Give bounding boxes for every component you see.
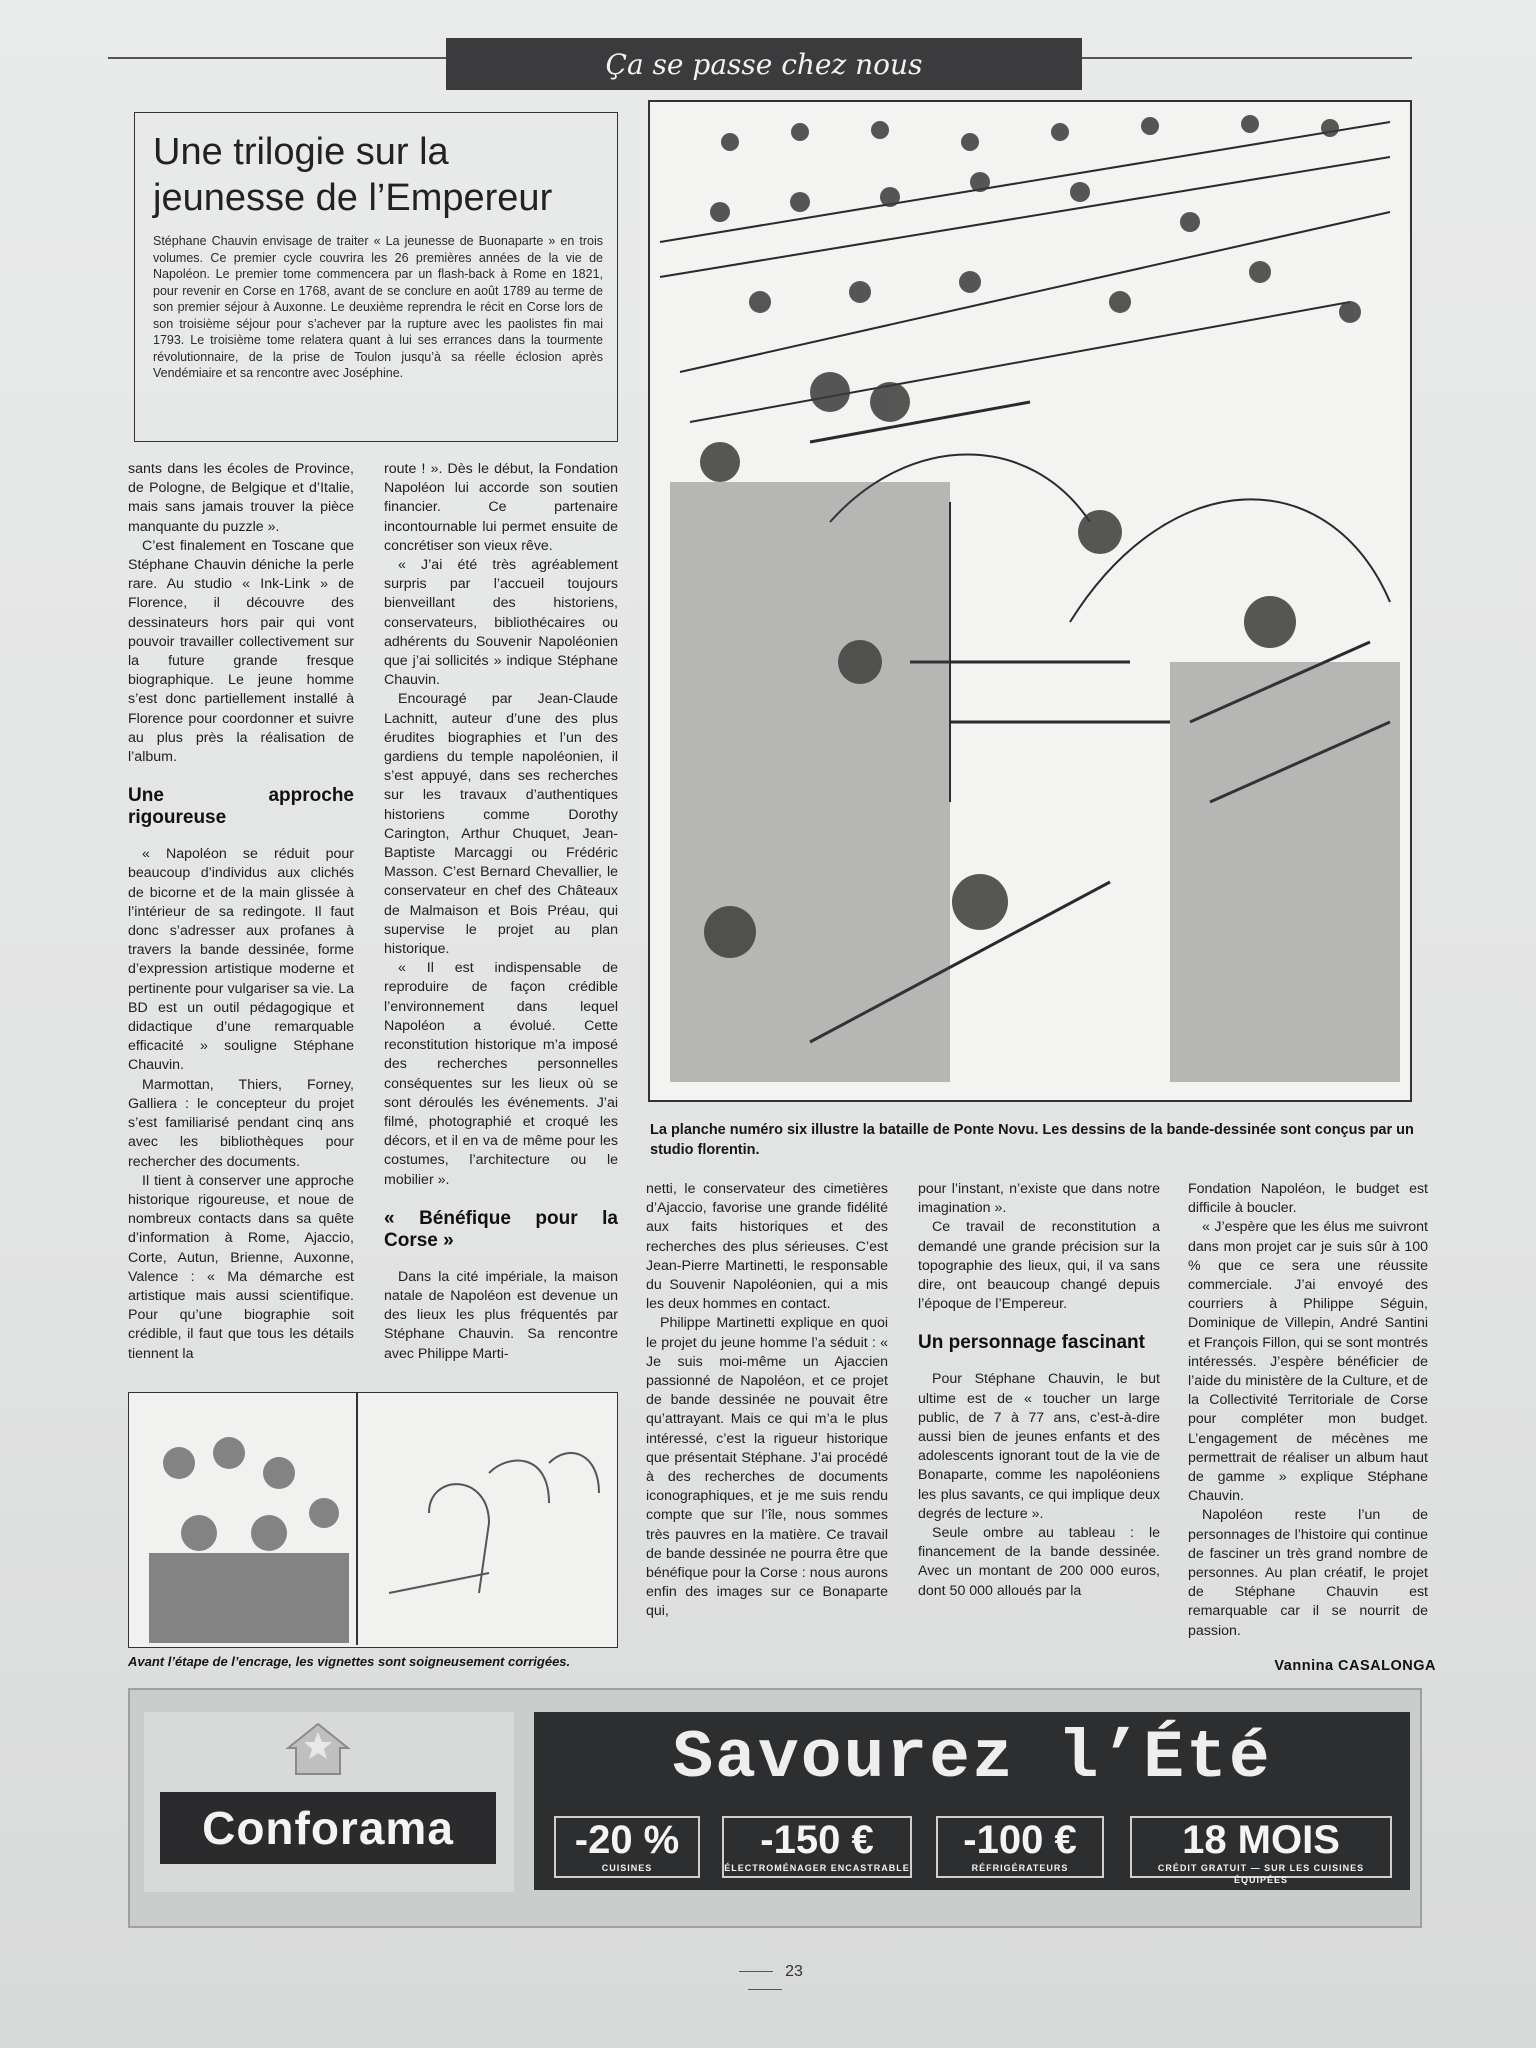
paragraph: pour l’instant, n’existe que dans notre imagination ».: [918, 1181, 1160, 1217]
ad-offer-value: 18 MOIS: [1182, 1818, 1340, 1862]
ad-offer: [554, 1816, 700, 1878]
paragraph: C’est finalement en Toscane que Stéphane Chauvin déniche la perle rare. Au studio « Ink-Link » de Florence, il découvre des dessinateurs hors pair qui vont pouvoir travailler collectivement sur la future grande fresque biographique. Le jeune homme s’est donc partiellement installé à Florence pour coordonner et suivre au plus près la réalisation de l’album.: [128, 537, 354, 766]
battle-drawing: [650, 102, 1410, 1100]
ad-offer-label: CRÉDIT GRATUIT — SUR LES CUISINES ÉQUIPÉES: [1157, 1863, 1365, 1885]
column-4: [918, 1180, 1160, 1601]
paragraph: Ce travail de reconstitution a demandé une grande précision sur la topographie des lieux, qui, il va sans dire, ont beaucoup changé depuis l’époque de l’Empereur.: [918, 1219, 1160, 1313]
column-2: [384, 460, 618, 1364]
paragraph: « Il est indispensable de reproduire de façon crédible l’environnement dans lequel Napoléon a évolué. Cette reconstitution historique m’a imposé des recherches personnelles conséquentes sur les lieux où se sont déroulés les événements. J’ai filmé, photographié et croqué les décors, et il en va de même pour les costumes, l’architecture ou le mobilier ».: [384, 960, 618, 1188]
ad-offer-label: ÉLECTROMÉNAGER ENCASTRABLE: [724, 1863, 910, 1873]
sketch-illustration: [128, 1392, 618, 1648]
ad-offer-label: CUISINES: [601, 1863, 653, 1873]
ad-offer-label: RÉFRIGÉRATEURS: [971, 1863, 1069, 1873]
ad-promo-panel: [534, 1712, 1410, 1890]
ad-offer: [936, 1816, 1104, 1878]
ad-offer-value: -150 €: [760, 1818, 874, 1862]
article-intro: Stéphane Chauvin envisage de traiter « La jeunesse de Buonaparte » en trois volumes. Ce premier cycle couvrira les 26 premières années de la vie de Napoléon. Le premier tome commencera par un flash-back à Rome en 1821, pour revenir en Corse en 1768, avant de se conclure en août 1789 au terme de son premier séjour à Auxonne. Le deuxième reprendra le récit en Corse lors de son troisième séjour pour s’achever par la rupture avec les paolistes fin mai 1793. Le troisième tome relatera quant à lui ses errances dans la tourmente révolutionnaire, de la prise de Toulon jusqu’à sa réelle éclosion après Vendémiaire et sa rencontre avec Joséphine.: [153, 234, 603, 380]
ad-offer-value: -20 %: [574, 1818, 680, 1862]
title-box: [134, 112, 618, 442]
ad-brand-panel: [144, 1712, 514, 1892]
ad-offer-value: -100 €: [963, 1818, 1077, 1862]
paragraph: route ! ». Dès le début, la Fondation Napoléon lui accorde son soutien financier. Ce partenaire incontournable lui permet ensuite de concrétiser son vieux rêve.: [384, 461, 618, 554]
subheading: « Bénéfique pour la Corse »: [384, 1207, 618, 1251]
ad-offer: [1130, 1816, 1392, 1885]
sketch-drawing: [129, 1393, 615, 1645]
author-signature: Vannina CASALONGA: [1274, 1658, 1436, 1674]
main-illustration-caption: La planche numéro six illustre la bataille de Ponte Novu. Les dessins de la bande-dessinée sont conçus par un studio florentin.: [650, 1122, 1414, 1158]
column-5: [1188, 1180, 1428, 1641]
column-1: [128, 460, 354, 1364]
ad-brand-logo: Conforama: [160, 1792, 496, 1864]
paragraph: Philippe Martinetti explique en quoi le projet du jeune homme l’a séduit : « Je suis moi-même un Ajaccien passionné de Napoléon, et ce projet de bande dessinée ne pouvait être qu’attrayant. Mais ce qui m’a le plus intéressé, c’est la rigueur historique que présentait Stéphane. J’ai procédé à des recherches de documents iconographiques, et je me suis rendu compte que sur l’île, nous sommes très pauvres en la matière. Ce travail de bande dessinée ne pourra être que bénéfique pour la Corse : nous aurons enfin des images sur ce Bonaparte qui,: [646, 1315, 888, 1620]
paragraph: Fondation Napoléon, le budget est difficile à boucler.: [1188, 1181, 1428, 1217]
paragraph: Pour Stéphane Chauvin, le but ultime est de « toucher un large public, de 7 à 77 ans, c’est-à-dire aussi bien de jeunes enfants et des adolescents ignorant tout de la vie de Bonaparte, comme les napoléoniens les plus savants, ce qui implique deux degrés de lecture ».: [918, 1371, 1160, 1522]
paragraph: Napoléon reste l’un de personnages de l’histoire qui continue de fasciner un très grand nombre de personnes. Au plan créatif, le projet de Stéphane Chauvin est remarquable car il se nourrit de passion.: [1188, 1507, 1428, 1639]
ad-offer: [722, 1816, 912, 1878]
subheading: Un personnage fascinant: [918, 1332, 1145, 1354]
page-number: 23: [700, 1963, 830, 1999]
paragraph: « J’ai été très agréablement surpris par l’accueil toujours bienveillant des historiens, conservateurs, bibliothécaires ou adhérents du Souvenir Napoléonien que j’ai sollicités » indique Stéphane Chauvin.: [384, 557, 618, 689]
advertisement: [128, 1688, 1422, 1928]
paragraph: sants dans les écoles de Province, de Pologne, de Belgique et d’Italie, mais sans jamais trouver la pièce manquante du puzzle ».: [128, 461, 354, 535]
house-logo-icon: [282, 1718, 354, 1778]
paragraph: « Napoléon se réduit pour beaucoup d’individus aux clichés de bicorne et de la main glissée à l’intérieur de sa redingote. Il faut donc s’adresser aux profanes à travers la bande dessinée, forme d’expression artistique moderne et pertinente pour vulgariser sa vie. La BD est un outil pédagogique et didactique d’une remarquable efficacité » souligne Stéphane Chauvin.: [128, 846, 354, 1074]
ad-headline: Savourez l’Été: [672, 1720, 1272, 1797]
paragraph: Encouragé par Jean-Claude Lachnitt, auteur d’une des plus érudites biographies et l’un des gardiens du temple napoléonien, il s’est appuyé, dans ses recherches sur les travaux d’authentiques historiens comme Dorothy Carington, Arthur Chuquet, Jean-Baptiste Marcaggi ou Frédéric Masson. C’est Bernard Chevallier, le conservateur en chef des Châteaux de Malmaison et Bois Préau, qui supervise le projet au plan historique.: [384, 691, 618, 958]
article-title: Une trilogie sur la jeunesse de l’Empereur: [153, 131, 553, 219]
paragraph: Il tient à conserver une approche historique rigoureuse, et noue de nombreux contacts dans sa quête d’information à Rome, Ajaccio, Corte, Autun, Brienne, Auxonne, Valence : « Ma démarche est artistique mais aussi scientifique. Pour qu’une biographie soit crédible, il faut que tous les détails tiennent la: [128, 1172, 354, 1362]
subheading: Une approche rigoureuse: [128, 785, 354, 829]
paragraph: netti, le conservateur des cimetières d’Ajaccio, favorise une grande fidélité aux faits historiques et des recherches des plus sérieuses. C’est Jean-Pierre Martinetti, le responsable du Souvenir Napoléonien, qui a mis les deux hommes en contact.: [646, 1181, 888, 1313]
column-3: [646, 1180, 888, 1622]
paragraph: Seule ombre au tableau : le financement de la bande dessinée. Avec un montant de 200 000 euros, dont 50 000 alloués par la: [918, 1525, 1160, 1599]
paragraph: Marmottan, Thiers, Forney, Galliera : le concepteur du projet s’est familiarisé pendant cinq ans avec les bibliothèques pour rechercher des documents.: [128, 1076, 354, 1170]
battle-illustration: [648, 100, 1412, 1102]
paragraph: Dans la cité impériale, la maison natale de Napoléon est devenue un des lieux les plus fréquentés par Stéphane Chauvin. Sa rencontre avec Philippe Marti-: [384, 1268, 618, 1362]
sketch-caption: Avant l’étape de l’encrage, les vignettes sont soigneusement corrigées.: [128, 1654, 571, 1669]
section-header: Ça se passe chez nous: [446, 38, 1082, 90]
paragraph: « J’espère que les élus me suivront dans mon projet car je suis sûr à 100 % que ce sera une réussite commerciale. J’ai envoyé des courriers à Philippe Séguin, Dominique de Villepin, André Santini et François Fillon, qui se sont montrés intéressés. J’espère bénéficier de l’aide du ministère de la Culture, et de la Collectivité Territoriale de Corse pour compléter mon budget. L’engagement de mécènes me permettrait de réaliser un album haut de gamme » explique Stéphane Chauvin.: [1188, 1219, 1428, 1505]
